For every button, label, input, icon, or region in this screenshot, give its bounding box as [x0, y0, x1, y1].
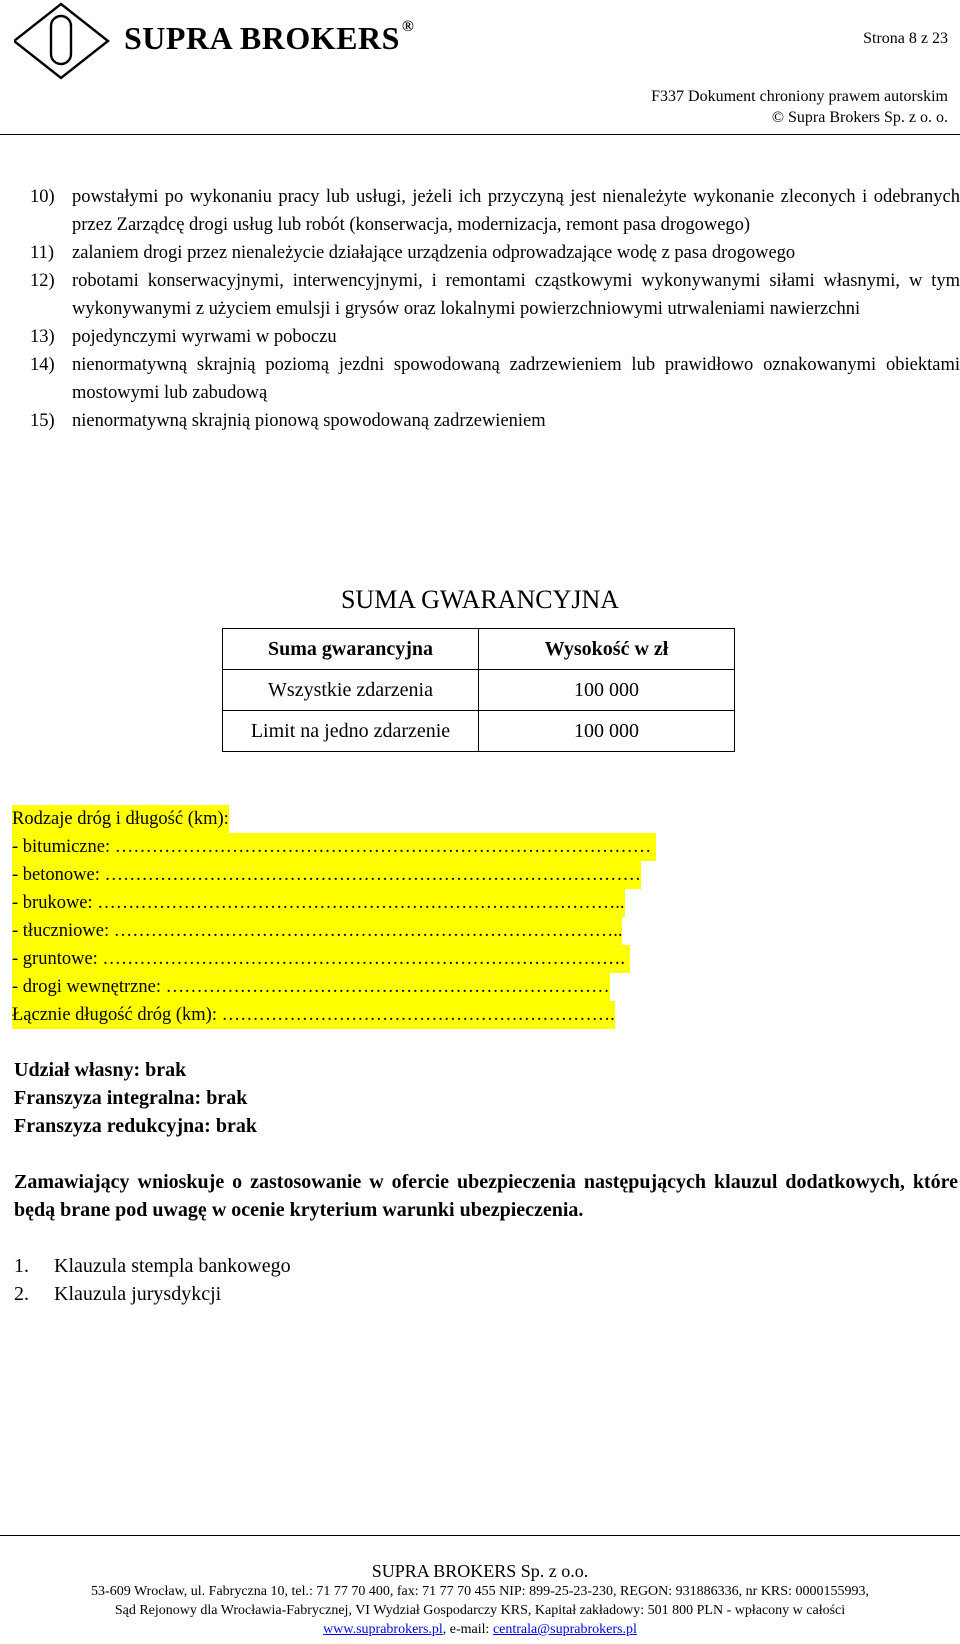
integral-franchise-text: Franszyza integralna: brak [14, 1087, 248, 1109]
company-logo [14, 2, 444, 82]
section-title-suma: SUMA GWARANCYJNA [340, 585, 620, 614]
table-header-cell: Suma gwarancyjna [223, 629, 479, 670]
footer-registry: Sąd Rejonowy dla Wrocławia-Fabrycznej, VI Wydział Gospodarczy KRS, Kapitał zakładowy: 501 800 PLN - wpłacony w całości [114, 1603, 846, 1618]
page-number: Strona 8 z 23 [863, 30, 948, 47]
own-share-text: Udział własny: brak [14, 1059, 187, 1081]
table-cell: 100 000 [479, 711, 735, 752]
road-field-tluczniowe: - tłuczniowe: ……………………………………………………………………….. [12, 917, 622, 945]
header-divider [0, 134, 960, 135]
list-item: 2. Klauzula jurysdykcji [14, 1283, 222, 1305]
email-link[interactable]: centrala@suprabrokers.pl [492, 1622, 637, 1637]
exclusions-list [30, 183, 960, 435]
deductibles-section [14, 1056, 257, 1140]
clauses-intro: Zamawiający wnioskuje o zastosowanie w ofercie ubezpieczenia następujących klauzul dodatkowych, które będą brane pod uwagę w ocenie kryterium warunki ubezpieczenia. [14, 1171, 958, 1221]
list-item: 12) robotami konserwacyjnymi, interwencyjnymi, i remontami cząstkowymi wykonywanymi siłami własnymi, w tym wykonywanymi z użyciem emulsji i grysów oraz lokalnymi powierzchniowymi utrwaleniami nawierzchni [30, 271, 960, 319]
footer-company: SUPRA BROKERS Sp. z o.o. [371, 1561, 589, 1581]
road-types-section [12, 805, 656, 1029]
list-item: 15) nienormatywną skrajnią pionową spowodowaną zadrzewieniem [30, 411, 546, 431]
page-header [0, 0, 960, 136]
list-item: 11) zalaniem drogi przez nienależycie działające urządzenia odprowadzające wodę z pasa drogowego [30, 243, 796, 263]
website-link[interactable]: www.suprabrokers.pl [323, 1622, 443, 1637]
table-header-row [223, 629, 735, 670]
copyright-notice: © Supra Brokers Sp. z o. o. [771, 109, 948, 126]
road-field-betonowe: - betonowe: …………………………………………………………………………… [12, 861, 641, 889]
footer-address: 53-609 Wrocław, ul. Fabryczna 10, tel.: 71 77 70 400, fax: 71 77 70 455 NIP: 899-25-23-230, REGON: 931886336, nr KRS: 0000155993, [91, 1584, 869, 1599]
road-types-title: Rodzaje dróg i długość (km): [12, 805, 229, 833]
table-header-cell: Wysokość w zł [479, 629, 735, 670]
table-cell: Wszystkie zdarzenia [223, 670, 479, 711]
document-meta [651, 86, 948, 128]
list-item: 14) nienormatywną skrajnią poziomą jezdni spowodowaną zadrzewieniem lub prawidłowo oznakowanymi obiektami mostowymi lub zabudową [30, 355, 960, 403]
table-cell: 100 000 [479, 670, 735, 711]
road-field-brukowe: - brukowe: ………………………………………………………………………….. [12, 889, 625, 917]
guarantee-table [222, 628, 735, 752]
logo-diamond-icon [14, 2, 114, 82]
document-code: F337 Dokument chroniony prawem autorskim [651, 88, 948, 105]
clauses-list [14, 1252, 291, 1308]
table-row [223, 711, 735, 752]
road-field-total: Łącznie długość dróg (km): ………………………………………………………. [12, 1001, 615, 1029]
table-cell: Limit na jedno zdarzenie [223, 711, 479, 752]
list-item: 10) powstałymi po wykonaniu pracy lub usługi, jeżeli ich przyczyną jest nienależyte wykonanie zleconych i odebranych przez Zarządcę drogi usług lub robót (konserwacja, modernizacja, remont pasa drogowego) [30, 187, 960, 235]
reduction-franchise-text: Franszyza redukcyjna: brak [14, 1115, 257, 1137]
list-item: 1. Klauzula stempla bankowego [14, 1255, 291, 1277]
list-item: 13) pojedynczymi wyrwami w poboczu [30, 327, 337, 347]
road-field-bitumiczne: - bitumiczne: …………………………………………………………………………… [12, 833, 656, 861]
table-row [223, 670, 735, 711]
brand-name: SUPRA BROKERS ® [124, 18, 415, 56]
page-footer [0, 1560, 960, 1639]
road-field-gruntowe: - gruntowe: …………………………………………………………………………. [12, 945, 630, 973]
footer-contact: www.suprabrokers.pl, e-mail: centrala@suprabrokers.pl [323, 1622, 637, 1637]
footer-divider [0, 1535, 960, 1536]
road-field-wewnetrzne: - drogi wewnętrzne: ……………………………………………………………… [12, 973, 610, 1001]
